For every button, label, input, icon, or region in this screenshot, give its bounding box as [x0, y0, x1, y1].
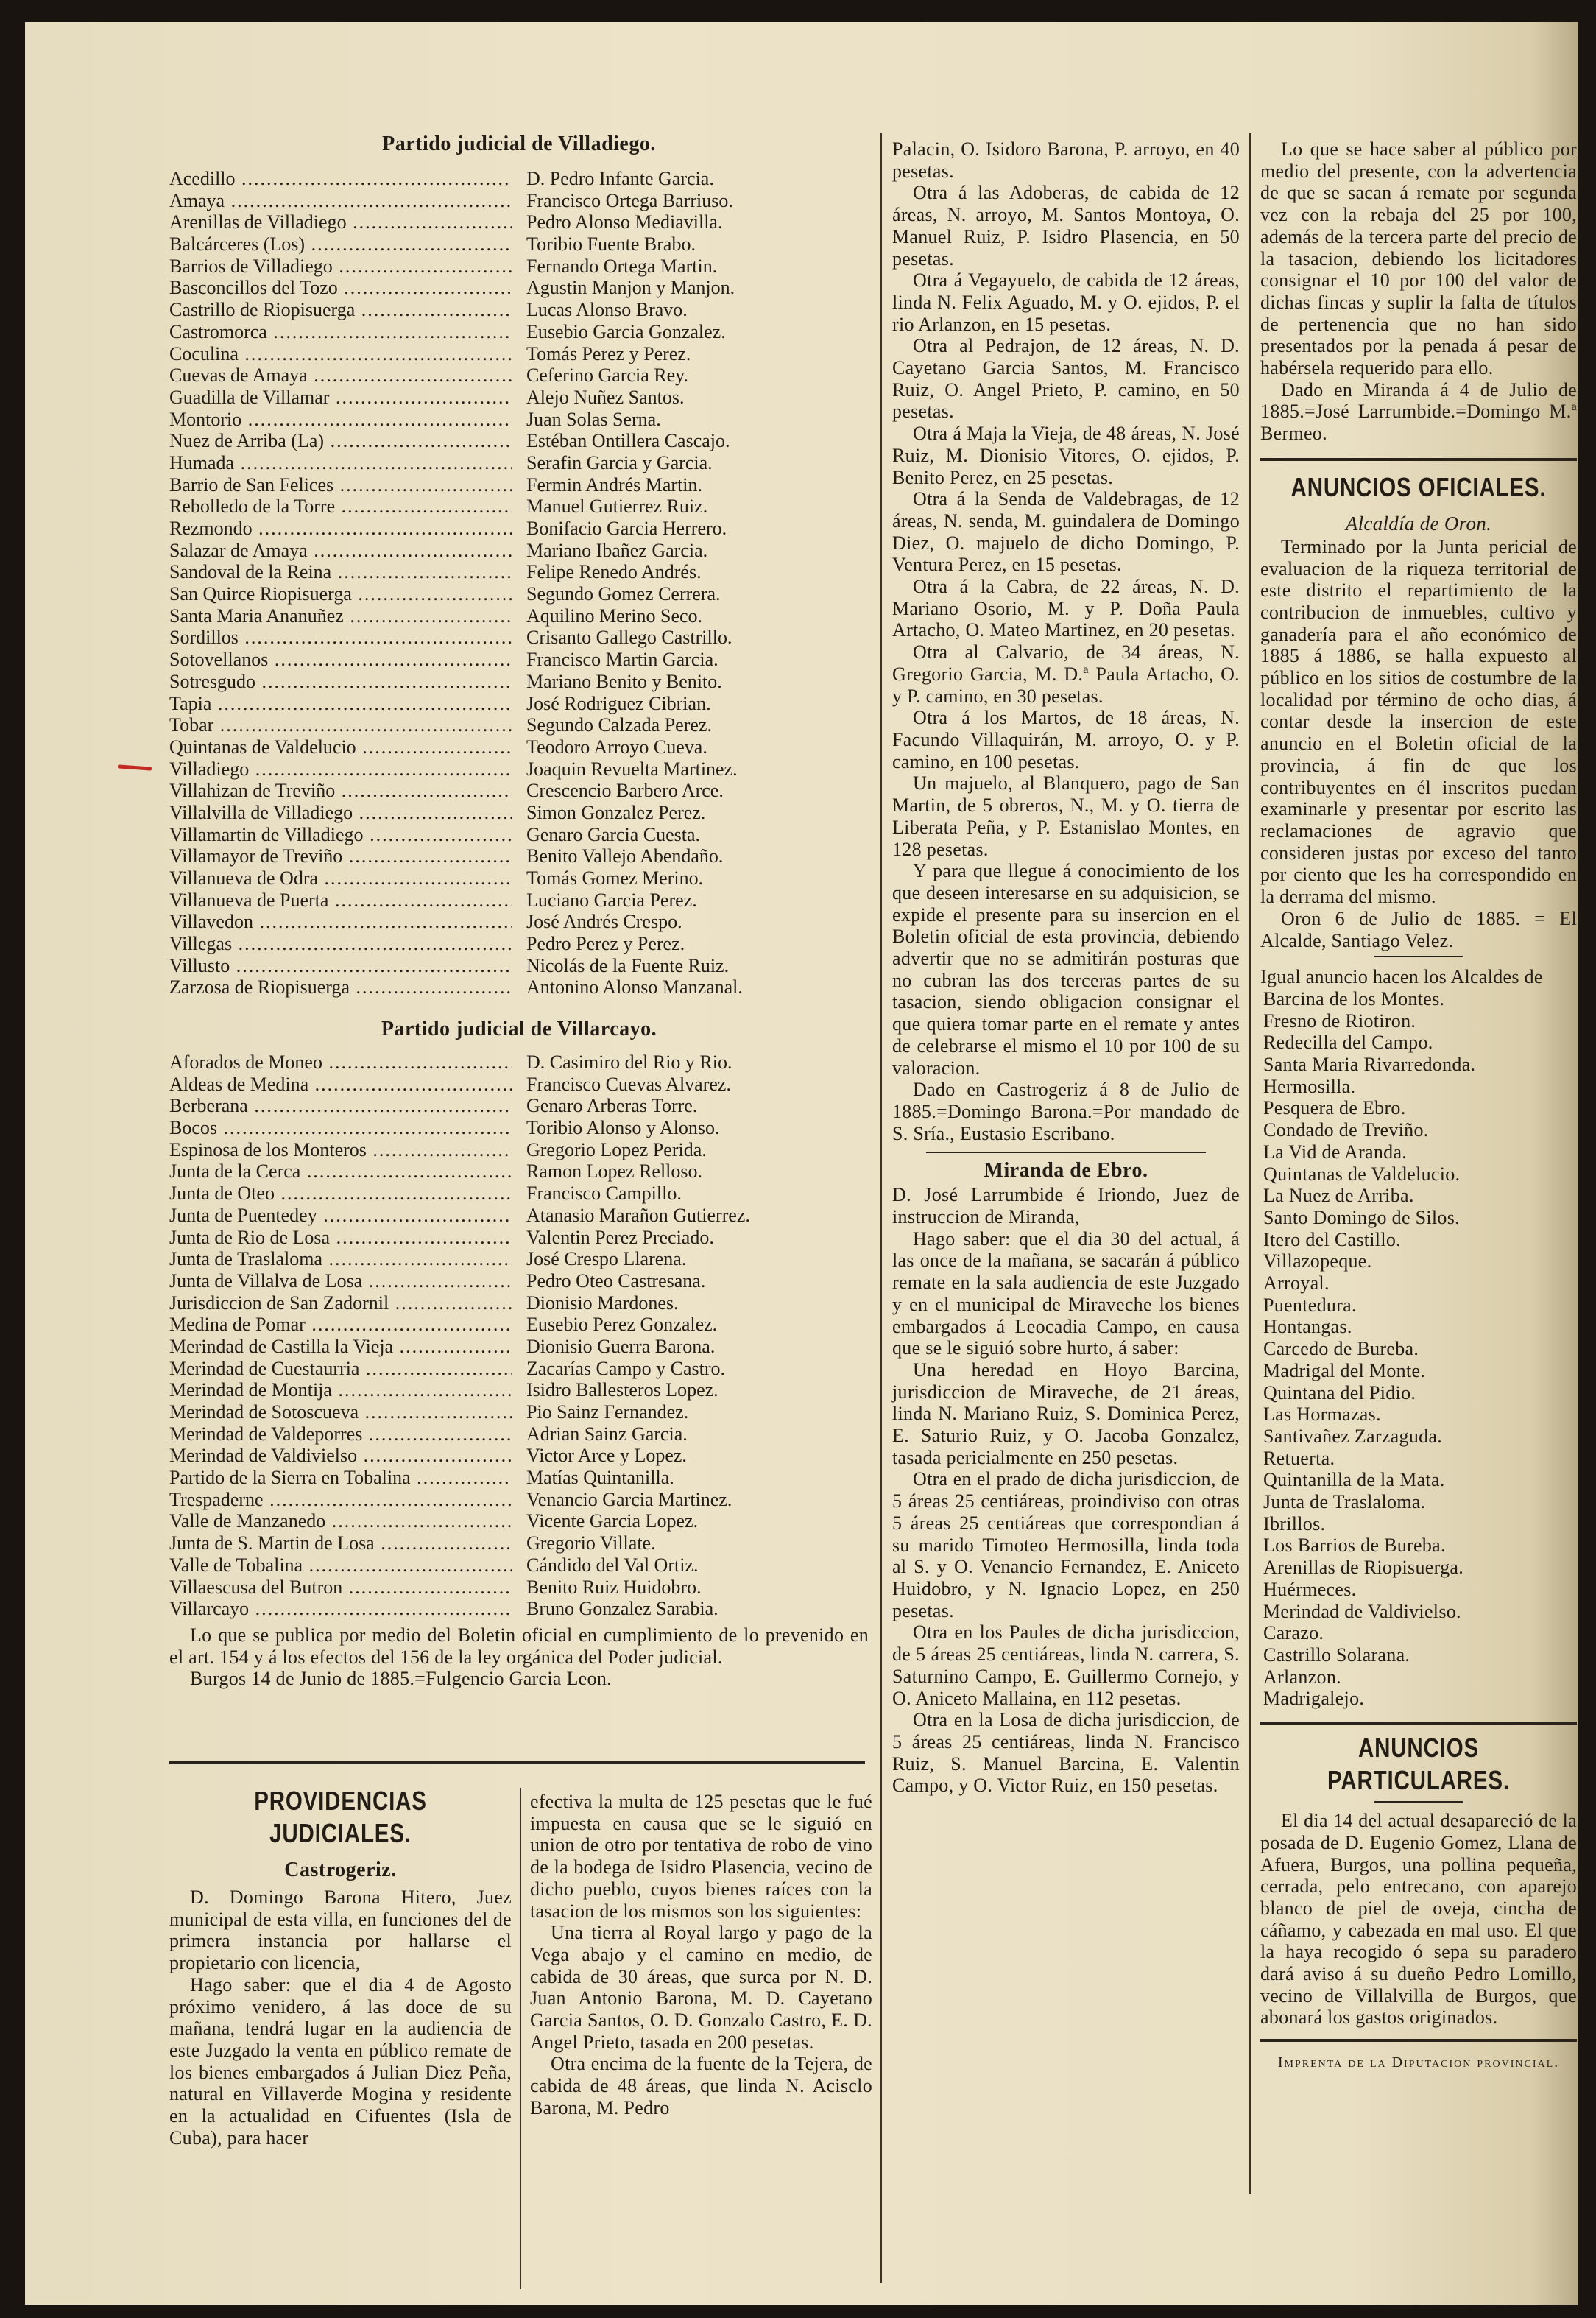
paragraph: Otra al Calvario, de 34 áreas, N. Gregorio Garcia, M. D.ª Paula Artacho, O. y P. camino, en 30 pesetas. — [892, 641, 1240, 707]
official-name: Bonifacio Garcia Herrero. — [526, 518, 727, 539]
list-row — [169, 211, 869, 233]
alcaldia-item: Villazopeque. — [1263, 1250, 1372, 1272]
list-row — [169, 1554, 869, 1577]
town-name: Valle de Manzanedo ..... — [169, 1510, 512, 1532]
list-row — [169, 1139, 869, 1161]
paragraph: Dado en Castrogeriz á 8 de Julio de 1885.=Domingo Barona.=Por mandado de S. Sría., Eustasio Escribano. — [892, 1079, 1240, 1144]
paragraph: Terminado por la Junta pericial de evaluacion de la riqueza territorial de este distrito el repartimiento de la contribucion de inmuebles, cultivo y ganadería para el año económico de 1885 á 1886, se halla expuesto al público en los sitios de costumbre de la localidad por término de ocho dias, á contar desde la insercion de este anuncio en el Boletin oficial de la provincia, á fin de que los contribuyentes en él inscritos puedan examinarle y presentar por escrito las reclamaciones de agravio que consideren justas por exceso del tanto por ciento que les ha correspondido en la derrama del mismo. — [1260, 535, 1577, 908]
alcaldia-item: Puentedura. — [1263, 1294, 1357, 1316]
divider — [926, 1152, 1206, 1153]
alcaldia-item: Castrillo Solarana. — [1263, 1644, 1410, 1666]
official-name: Genaro Garcia Cuesta. — [526, 823, 701, 845]
list-row — [169, 824, 869, 846]
town-name: San Quirce Riopisuerga ..... — [169, 583, 512, 605]
town-name: Aldeas de Medina ..... — [169, 1074, 512, 1096]
town-name: Tapia ..... — [169, 693, 512, 715]
list-row — [169, 168, 869, 190]
official-name: Valentin Perez Preciado. — [526, 1226, 714, 1248]
town-name: Villavedon ..... — [169, 911, 512, 933]
official-name: Pedro Oteo Castresana. — [526, 1269, 706, 1292]
list-row — [169, 933, 869, 955]
alcaldia-item: Arenillas de Riopisuerga. — [1263, 1557, 1464, 1579]
alcaldia-item: Condado de Treviño. — [1263, 1119, 1429, 1141]
castrogeriz-continued — [892, 138, 1240, 1144]
official-name: Fernando Ortega Martin. — [526, 255, 718, 277]
paragraph: Otra á Maja la Vieja, de 48 áreas, N. José Ruiz, M. Dionisio Vitores, O. ejidos, P. Benito Perez, en 25 pesetas. — [892, 423, 1240, 488]
official-name: Francisco Ortega Barriuso. — [526, 189, 733, 211]
official-name: Dionisio Guerra Barona. — [526, 1335, 716, 1357]
igual-anuncio-intro: Igual anuncio hacen los Alcaldes de — [1260, 966, 1543, 988]
divider — [1260, 2039, 1577, 2042]
list-row — [169, 1248, 869, 1270]
list-row — [169, 583, 869, 605]
paragraph: D. Domingo Barona Hitero, Juez municipal de esta villa, en funciones del de primera instancia por hallarse el propietario con licencia, — [169, 1887, 512, 1974]
paragraph: Otra á los Martos, de 18 áreas, N. Facundo Villaquirán, M. arroyo, O. y P. camino, en 100 pesetas. — [892, 707, 1240, 772]
official-name: Bruno Gonzalez Sarabia. — [526, 1598, 718, 1620]
official-name: Isidro Ballesteros Lopez. — [526, 1379, 718, 1401]
town-name: Cuevas de Amaya ..... — [169, 364, 512, 387]
paragraph: Otra á Vegayuelo, de cabida de 12 áreas, linda N. Felix Aguado, M. y O. ejidos, P. el rio Arlanzon, en 15 pesetas. — [892, 270, 1240, 335]
list-row — [169, 867, 869, 889]
town-name: Villegas ..... — [169, 933, 512, 955]
oron-heading: Alcaldía de Oron. — [1345, 512, 1492, 535]
alcaldia-item: Redecilla del Campo. — [1263, 1032, 1433, 1054]
official-name: Toribio Fuente Brabo. — [526, 233, 696, 256]
list-row — [169, 409, 869, 431]
paragraph: Hago saber: que el dia 4 de Agosto próximo venidero, á las doce de su mañana, tendrá lugar en la audiencia de este Juzgado la venta en público remate de los bienes embargados á Julian Diez Peña, natural en Villaverde Mogina y residente en la actualidad en Cifuentes (Isla de Cuba), para hacer — [169, 1973, 512, 2149]
alcaldia-item: Quintanilla de la Mata. — [1263, 1469, 1445, 1491]
town-name: Bocos ..... — [169, 1117, 512, 1139]
town-name: Amaya ..... — [169, 190, 512, 212]
list-row — [169, 714, 869, 736]
list-row — [169, 911, 869, 933]
list-row — [169, 1292, 869, 1314]
providencias-col-b — [530, 1791, 872, 2119]
official-name: Vicente Garcia Lopez. — [526, 1510, 699, 1532]
official-name: Genaro Arberas Torre. — [526, 1095, 698, 1117]
column-4 — [1260, 138, 1577, 2074]
column-3 — [892, 138, 1240, 1797]
town-name: Junta de la Cerca ..... — [169, 1160, 512, 1183]
official-name: Alejo Nuñez Santos. — [526, 386, 685, 408]
alcaldia-item: Fresno de Riotiron. — [1263, 1010, 1416, 1032]
list-row — [169, 474, 869, 496]
town-name: Junta de Oteo ..... — [169, 1183, 512, 1205]
town-name: Zarzosa de Riopisuerga ..... — [169, 976, 512, 998]
official-name: José Crespo Llarena. — [526, 1248, 687, 1270]
alcaldia-item: Quintana del Pidio. — [1263, 1381, 1416, 1403]
official-name: José Rodriguez Cibrian. — [526, 692, 711, 714]
paragraph: Burgos 14 de Junio de 1885.=Fulgencio Garcia Leon. — [190, 1668, 612, 1690]
town-name: Merindad de Montija ..... — [169, 1379, 512, 1401]
providencias-col-a — [169, 1785, 512, 2149]
divider — [1260, 1722, 1577, 1725]
paragraph: Otra en el prado de dicha jurisdiccion, de 5 áreas 25 centiáreas, proindiviso con otras 5 áreas 25 centiáreas que correspondian á su marido Timoteo Hermosilla, linda toda al S. y O. Venancio Fernandez, E. Aniceto Huidobro, y N. Ignacio Lopez, en 250 pesetas. — [892, 1468, 1240, 1621]
list-row — [169, 343, 869, 365]
list-row — [169, 1227, 869, 1249]
list-row — [169, 1467, 869, 1489]
list-row — [169, 1598, 869, 1620]
paragraph: Un majuelo, al Blanquero, pago de San Martin, de 5 obreros, N., M. y O. tierra de Liberata Peña, y P. Estanislao Montes, en 128 pesetas. — [892, 772, 1240, 860]
list-row — [169, 387, 869, 409]
alcaldia-item: Huérmeces. — [1263, 1578, 1357, 1600]
official-name: Fermin Andrés Martin. — [526, 473, 703, 496]
alcaldes-list — [1260, 988, 1577, 1710]
town-name: Junta de Villalva de Losa ..... — [169, 1270, 512, 1292]
list-row — [169, 976, 869, 998]
paragraph: Otra á las Adoberas, de cabida de 12 áreas, N. arroyo, M. Santos Montoya, O. Manuel Ruiz, P. Isidro Plasencia, en 50 pesetas. — [892, 182, 1240, 270]
official-name: Dionisio Mardones. — [526, 1292, 679, 1314]
anuncios-oficiales-heading: ANUNCIOS OFICIALES. — [1290, 471, 1547, 502]
list-row — [169, 955, 869, 977]
alcaldia-item: Hermosilla. — [1263, 1075, 1356, 1097]
town-name: Villahizan de Treviño ..... — [169, 780, 512, 802]
town-name: Nuez de Arriba (La) ..... — [169, 430, 512, 452]
list-row — [169, 364, 869, 387]
paragraph: Lo que se publica por medio del Boletin oficial en cumplimiento de lo prevenido en el art. 154 y á los efectos del 156 de la ley orgánica del Poder judicial. — [169, 1624, 869, 1668]
alcaldia-item: Quintanas de Valdelucio. — [1263, 1163, 1461, 1185]
villarcayo-heading: Partido judicial de Villarcayo. — [381, 1018, 657, 1040]
providencias-text-a — [169, 1887, 512, 2149]
town-name: Espinosa de los Monteros ..... — [169, 1139, 512, 1161]
alcaldia-item: Ibrillos. — [1263, 1512, 1326, 1535]
town-name: Salazar de Amaya ..... — [169, 540, 512, 562]
town-name: Villarcayo ..... — [169, 1598, 512, 1620]
list-row — [169, 1336, 869, 1358]
town-name: Quintanas de Valdelucio ..... — [169, 736, 512, 758]
town-name: Humada ..... — [169, 452, 512, 474]
town-name: Villamartin de Villadiego ..... — [169, 824, 512, 846]
official-name: Victor Arce y Lopez. — [526, 1445, 687, 1467]
town-name: Partido de la Sierra en Tobalina ..... — [169, 1467, 512, 1489]
official-name: Francisco Campillo. — [526, 1183, 682, 1205]
list-row — [169, 1095, 869, 1117]
list-row — [169, 1205, 869, 1227]
list-row — [169, 758, 869, 781]
official-name: Eusebio Garcia Gonzalez. — [526, 320, 726, 342]
list-row — [169, 1160, 869, 1183]
list-row — [169, 496, 869, 518]
town-name: Sotresgudo ..... — [169, 671, 512, 693]
town-name: Coculina ..... — [169, 343, 512, 365]
town-name: Villadiego ..... — [169, 758, 512, 781]
list-row — [169, 430, 869, 452]
official-name: Venancio Garcia Martinez. — [526, 1488, 732, 1510]
town-name: Berberana ..... — [169, 1095, 512, 1117]
list-row — [169, 321, 869, 343]
town-name: Tobar ..... — [169, 714, 512, 736]
list-row — [169, 1489, 869, 1511]
alcaldia-item: Retuerta. — [1263, 1447, 1335, 1469]
column-rule — [1249, 133, 1251, 2194]
alcaldia-item: La Vid de Aranda. — [1263, 1141, 1408, 1163]
list-row — [169, 1445, 869, 1467]
official-name: Mariano Benito y Benito. — [526, 670, 722, 692]
town-name: Junta de Puentedey ..... — [169, 1205, 512, 1227]
alcaldia-item: Santivañez Zarzaguda. — [1263, 1425, 1443, 1447]
official-name: Francisco Cuevas Alvarez. — [526, 1073, 731, 1095]
alcaldia-item: Santo Domingo de Silos. — [1263, 1206, 1460, 1228]
town-name: Junta de S. Martin de Losa ..... — [169, 1532, 512, 1554]
list-row — [169, 452, 869, 474]
paragraph: Otra encima de la fuente de la Tejera, de cabida de 48 áreas, que linda N. Acisclo Barona, M. Pedro — [530, 2053, 872, 2118]
town-name: Villamayor de Treviño ..... — [169, 845, 512, 867]
closing-notice — [169, 1624, 869, 1690]
section-divider — [169, 1761, 865, 1764]
paragraph: Y para que llegue á conocimiento de los que deseen interesarse en su adquisicion, se expide el presente para su insercion en el Boletin oficial de esta provincia, debiendo advertir que no se admitirán posturas que no cubran las dos terceras partes de su tasacion, siendo obligacion consignar el que quiera tomar parte en el remate y antes de celebrarse el mismo el 10 por 100 de su valoracion. — [892, 860, 1240, 1079]
town-name: Barrios de Villadiego ..... — [169, 256, 512, 278]
alcaldia-item: Arlanzon. — [1263, 1666, 1341, 1688]
list-row — [169, 780, 869, 802]
official-name: Atanasio Marañon Gutierrez. — [526, 1204, 750, 1226]
list-row — [169, 1577, 869, 1599]
town-name: Medina de Pomar ..... — [169, 1314, 512, 1336]
alcaldia-item: Merindad de Valdivielso. — [1263, 1600, 1461, 1622]
town-name: Trespaderne ..... — [169, 1489, 512, 1511]
paragraph: Otra al Pedrajon, de 12 áreas, N. D. Cayetano Garcia Santos, M. Francisco Ruiz, O. Angel Prieto, P. camino, en 50 pesetas. — [892, 335, 1240, 423]
providencias-heading: PROVIDENCIAS JUDICIALES. — [254, 1786, 427, 1848]
town-name: Valle de Tobalina ..... — [169, 1554, 512, 1577]
list-row — [169, 233, 869, 256]
town-name: Arenillas de Villadiego ..... — [169, 211, 512, 233]
official-name: Benito Vallejo Abendaño. — [526, 845, 724, 867]
town-name: Rebolledo de la Torre ..... — [169, 496, 512, 518]
list-row — [169, 299, 869, 321]
official-name: D. Casimiro del Rio y Rio. — [526, 1051, 732, 1073]
paragraph: efectiva la multa de 125 pesetas que le fué impuesta en causa que se le siguió en union de otro por tentativa de robo de vino de la bodega de Isidro Plasencia, vecino de dicho pueblo, cuyos bienes raíces con la tasacion de los mismos son los siguientes: — [530, 1791, 872, 1922]
official-name: Eusebio Perez Gonzalez. — [526, 1314, 718, 1336]
column-rule — [520, 1788, 521, 2289]
town-name: Merindad de Sotoscueva ..... — [169, 1401, 512, 1423]
list-row — [169, 1117, 869, 1139]
particulares-text — [1260, 1810, 1577, 2029]
divider — [1374, 1801, 1463, 1803]
official-name: Aquilino Merino Seco. — [526, 605, 703, 627]
paragraph: El dia 14 del actual desapareció de la posada de D. Eugenio Gomez, Llana de Afuera, Burgos, una pollina pequeña, cerrada, pelo entrecano, con aparejo blanco de piel de oveja, cincha de cáñamo, y cabezada en mal uso. El que la haya recogido ó sepa su paradero dará aviso á su dueño Pedro Lomillo, vecino de Villalvilla de Burgos, que abonará los gastos originados. — [1260, 1810, 1577, 2029]
paragraph: Otra á la Cabra, de 22 áreas, N. D. Mariano Osorio, M. y P. Doña Paula Artacho, O. Mateo Martinez, en 20 pesetas. — [892, 576, 1240, 641]
list-row — [169, 605, 869, 627]
town-name: Balcárceres (Los) ..... — [169, 233, 512, 256]
official-name: Gregorio Lopez Perida. — [526, 1138, 707, 1160]
official-name: Zacarías Campo y Castro. — [526, 1357, 726, 1379]
alcaldia-item: Los Barrios de Bureba. — [1263, 1535, 1446, 1557]
official-name: Crisanto Gallego Castrillo. — [526, 627, 732, 649]
official-name: Tomás Gomez Merino. — [526, 867, 704, 889]
list-row — [169, 889, 869, 912]
town-name: Merindad de Valdivielso ..... — [169, 1445, 512, 1467]
paragraph: Oron 6 de Julio de 1885. = El Alcalde, Santiago Velez. — [1260, 907, 1577, 951]
alcaldia-item: Madrigal del Monte. — [1263, 1359, 1426, 1381]
divider — [1374, 956, 1463, 957]
paragraph: Hago saber: que el dia 30 del actual, á las once de la mañana, se sacarán á público remate en la sala audiencia de este Juzgado y en el municipal de Miraveche los bienes embargados á Leocadia Campo, en causa que se le siguió sobre hurto, á saber: — [892, 1227, 1240, 1359]
list-row — [169, 1401, 869, 1423]
town-name: Aforados de Moneo ..... — [169, 1051, 512, 1074]
column-rule — [880, 133, 882, 2283]
town-name: Villaescusa del Butron ..... — [169, 1577, 512, 1599]
official-name: Francisco Martin Garcia. — [526, 649, 718, 671]
miranda-heading: Miranda de Ebro. — [984, 1159, 1148, 1183]
list-row — [169, 1510, 869, 1532]
official-name: Ceferino Garcia Rey. — [526, 364, 688, 387]
oron-text — [1260, 536, 1577, 951]
town-name: Junta de Traslaloma ..... — [169, 1248, 512, 1270]
list-row — [169, 627, 869, 649]
official-name: Agustin Manjon y Manjon. — [526, 277, 735, 299]
list-row — [169, 693, 869, 715]
list-row — [169, 1379, 869, 1401]
list-row — [169, 671, 869, 693]
villarcayo-list — [169, 1051, 869, 1620]
official-name: Segundo Gomez Cerrera. — [526, 583, 721, 605]
official-name: Cándido del Val Ortiz. — [526, 1554, 699, 1576]
alcaldia-item: Barcina de los Montes. — [1263, 987, 1445, 1010]
list-row — [169, 736, 869, 758]
official-name: Crescencio Barbero Arce. — [526, 780, 724, 802]
official-name: Juan Solas Serna. — [526, 408, 661, 430]
alcaldia-item: Las Hormazas. — [1263, 1403, 1381, 1426]
paragraph: Otra en la Losa de dicha jurisdiccion, de 5 áreas 25 centiáreas, linda N. Francisco Ruiz, S. Manuel Barcina, E. Valentin Campo, y O. Victor Ruiz, en 150 pesetas. — [892, 1709, 1240, 1797]
town-name: Merindad de Cuestaurria ..... — [169, 1358, 512, 1380]
official-name: Gregorio Villate. — [526, 1532, 656, 1554]
alcaldia-item: Junta de Traslaloma. — [1263, 1491, 1426, 1513]
list-row — [169, 540, 869, 562]
paragraph: Dado en Miranda á 4 de Julio de 1885.=José Larrumbide.=Domingo M.ª Bermeo. — [1260, 378, 1577, 445]
list-row — [169, 649, 869, 671]
list-row — [169, 277, 869, 299]
town-name: Rezmondo ..... — [169, 518, 512, 540]
official-name: Ramon Lopez Relloso. — [526, 1160, 703, 1183]
alcaldia-item: Hontangas. — [1263, 1316, 1352, 1338]
alcaldia-item: Madrigalejo. — [1263, 1688, 1365, 1710]
alcaldia-item: Santa Maria Rivarredonda. — [1263, 1054, 1476, 1076]
list-row — [169, 518, 869, 540]
list-row — [169, 1183, 869, 1205]
miranda-text — [892, 1184, 1240, 1797]
list-row — [169, 845, 869, 867]
official-name: Serafin Garcia y Garcia. — [526, 451, 713, 473]
official-name: Pedro Perez y Perez. — [526, 933, 685, 955]
town-name: Castrillo de Riopisuerga ..... — [169, 299, 512, 321]
official-name: Benito Ruiz Huidobro. — [526, 1576, 702, 1598]
alcaldia-item: Carazo. — [1263, 1622, 1324, 1644]
list-row — [169, 1314, 869, 1336]
divider — [1260, 458, 1577, 461]
official-name: Lucas Alonso Bravo. — [526, 299, 688, 321]
town-name: Villanueva de Puerta ..... — [169, 889, 512, 912]
town-name: Acedillo ..... — [169, 168, 512, 190]
paragraph: Una tierra al Royal largo y pago de la Vega abajo y el camino en medio, de cabida de 30 áreas, que surca por N. D. Juan Antonio Barona, M. D. Cayetano Garcia Santos, O. D. Gonzalo Castro, E. D. Angel Prieto, tasada en 200 pesetas. — [530, 1922, 872, 2053]
list-row — [169, 1051, 869, 1074]
official-name: Luciano Garcia Perez. — [526, 889, 697, 911]
town-name: Merindad de Castilla la Vieja ..... — [169, 1336, 512, 1358]
paragraph: Otra en los Paules de dicha jurisdiccion, de 5 áreas 25 centiáreas, linda N. carrera, S. Saturnino Campo, E. Guillermo Cornejo, y O. Aniceto Mallaina, en 112 pesetas. — [892, 1621, 1240, 1709]
town-name: Montorio ..... — [169, 409, 512, 431]
town-name: Sotovellanos ..... — [169, 649, 512, 671]
town-name: Santa Maria Ananuñez ..... — [169, 605, 512, 627]
official-name: José Andrés Crespo. — [526, 911, 682, 933]
official-name: Simon Gonzalez Perez. — [526, 801, 706, 823]
villadiego-heading: Partido judicial de Villadiego. — [382, 133, 656, 155]
town-name: Junta de Rio de Losa ..... — [169, 1227, 512, 1249]
official-name: Joaquin Revuelta Martinez. — [526, 758, 738, 780]
official-name: Felipe Renedo Andrés. — [526, 561, 702, 583]
official-name: D. Pedro Infante Garcia. — [526, 168, 714, 189]
list-row — [169, 561, 869, 583]
paragraph: Una heredad en Hoyo Barcina, jurisdiccion de Miraveche, de 21 áreas, linda N. Mariano Ruiz, S. Dominica Perez, E. Saturio Ruiz, y O. Jacoba Gonzalez, tasada pericialmente en 250 pesetas. — [892, 1359, 1240, 1468]
official-name: Adrian Sainz Garcia. — [526, 1423, 688, 1445]
official-name: Mariano Ibañez Garcia. — [526, 539, 708, 561]
paragraph: Lo que se hace saber al público por medio del presente, con la advertencia de que se sacan á remate por segunda vez con la rebaja del 25 por 100, además de la tercera parte del precio de la tasacion, debiendo los licitadores consignar el 10 por 100 del valor de dichas fincas y suplir la falta de títulos de pertenencia que no han sido presentados por la penada á pesar de habérsela requerido para ello. — [1260, 138, 1577, 379]
alcaldia-item: Pesquera de Ebro. — [1263, 1097, 1406, 1119]
official-name: Manuel Gutierrez Ruiz. — [526, 496, 708, 518]
town-name: Villanueva de Odra ..... — [169, 867, 512, 889]
miranda-continued — [1260, 138, 1577, 445]
list-row — [169, 1532, 869, 1554]
list-row — [169, 190, 869, 212]
alcaldia-item: Itero del Castillo. — [1263, 1228, 1401, 1250]
town-name: Basconcillos del Tozo ..... — [169, 277, 512, 299]
town-name: Merindad de Valdeporres ..... — [169, 1423, 512, 1445]
official-name: Nicolás de la Fuente Ruiz. — [526, 954, 730, 976]
town-name: Sordillos ..... — [169, 627, 512, 649]
list-row — [169, 1074, 869, 1096]
list-row — [169, 1423, 869, 1445]
list-row — [169, 1270, 869, 1292]
alcaldia-item: La Nuez de Arriba. — [1263, 1185, 1414, 1207]
anuncios-particulares-heading: ANUNCIOS PARTICULARES. — [1327, 1733, 1510, 1796]
alcaldia-item: Arroyal. — [1263, 1272, 1330, 1294]
paragraph: Otra á la Senda de Valdebragas, de 12 áreas, N. senda, M. guindalera de Domingo Diez, O. majuelo de dicho Domingo, P. Ventura Perez, en 15 pesetas. — [892, 488, 1240, 576]
official-name: Matías Quintanilla. — [526, 1467, 674, 1489]
official-name: Toribio Alonso y Alonso. — [526, 1117, 720, 1139]
town-name: Barrio de San Felices ..... — [169, 474, 512, 496]
list-row — [169, 256, 869, 278]
official-name: Antonino Alonso Manzanal. — [526, 976, 743, 998]
official-name: Teodoro Arroyo Cueva. — [526, 736, 707, 758]
paragraph: Palacin, O. Isidoro Barona, P. arroyo, en 40 pesetas. — [892, 138, 1240, 182]
town-name: Castromorca ..... — [169, 321, 512, 343]
official-name: Segundo Calzada Perez. — [526, 714, 712, 736]
town-name: Guadilla de Villamar ..... — [169, 387, 512, 409]
official-name: Pedro Alonso Mediavilla. — [526, 211, 723, 233]
official-name: Pio Sainz Fernandez. — [526, 1401, 689, 1423]
list-row — [169, 802, 869, 824]
town-name: Sandoval de la Reina ..... — [169, 561, 512, 583]
official-name: Estéban Ontillera Cascajo. — [526, 430, 730, 452]
paragraph: D. José Larrumbide é Iriondo, Juez de instruccion de Miranda, — [892, 1184, 1240, 1228]
printer-imprint: Imprenta de la Diputacion provincial. — [1277, 2054, 1560, 2071]
town-name: Jurisdiccion de San Zadornil ..... — [169, 1292, 512, 1314]
castrogeriz-heading: Castrogeriz. — [284, 1859, 397, 1881]
town-name: Villusto ..... — [169, 955, 512, 977]
list-row — [169, 1358, 869, 1380]
alcaldia-item: Carcedo de Bureba. — [1263, 1338, 1419, 1360]
town-name: Villalvilla de Villadiego ..... — [169, 802, 512, 824]
official-name: Tomás Perez y Perez. — [526, 342, 691, 364]
villadiego-list — [169, 168, 869, 998]
